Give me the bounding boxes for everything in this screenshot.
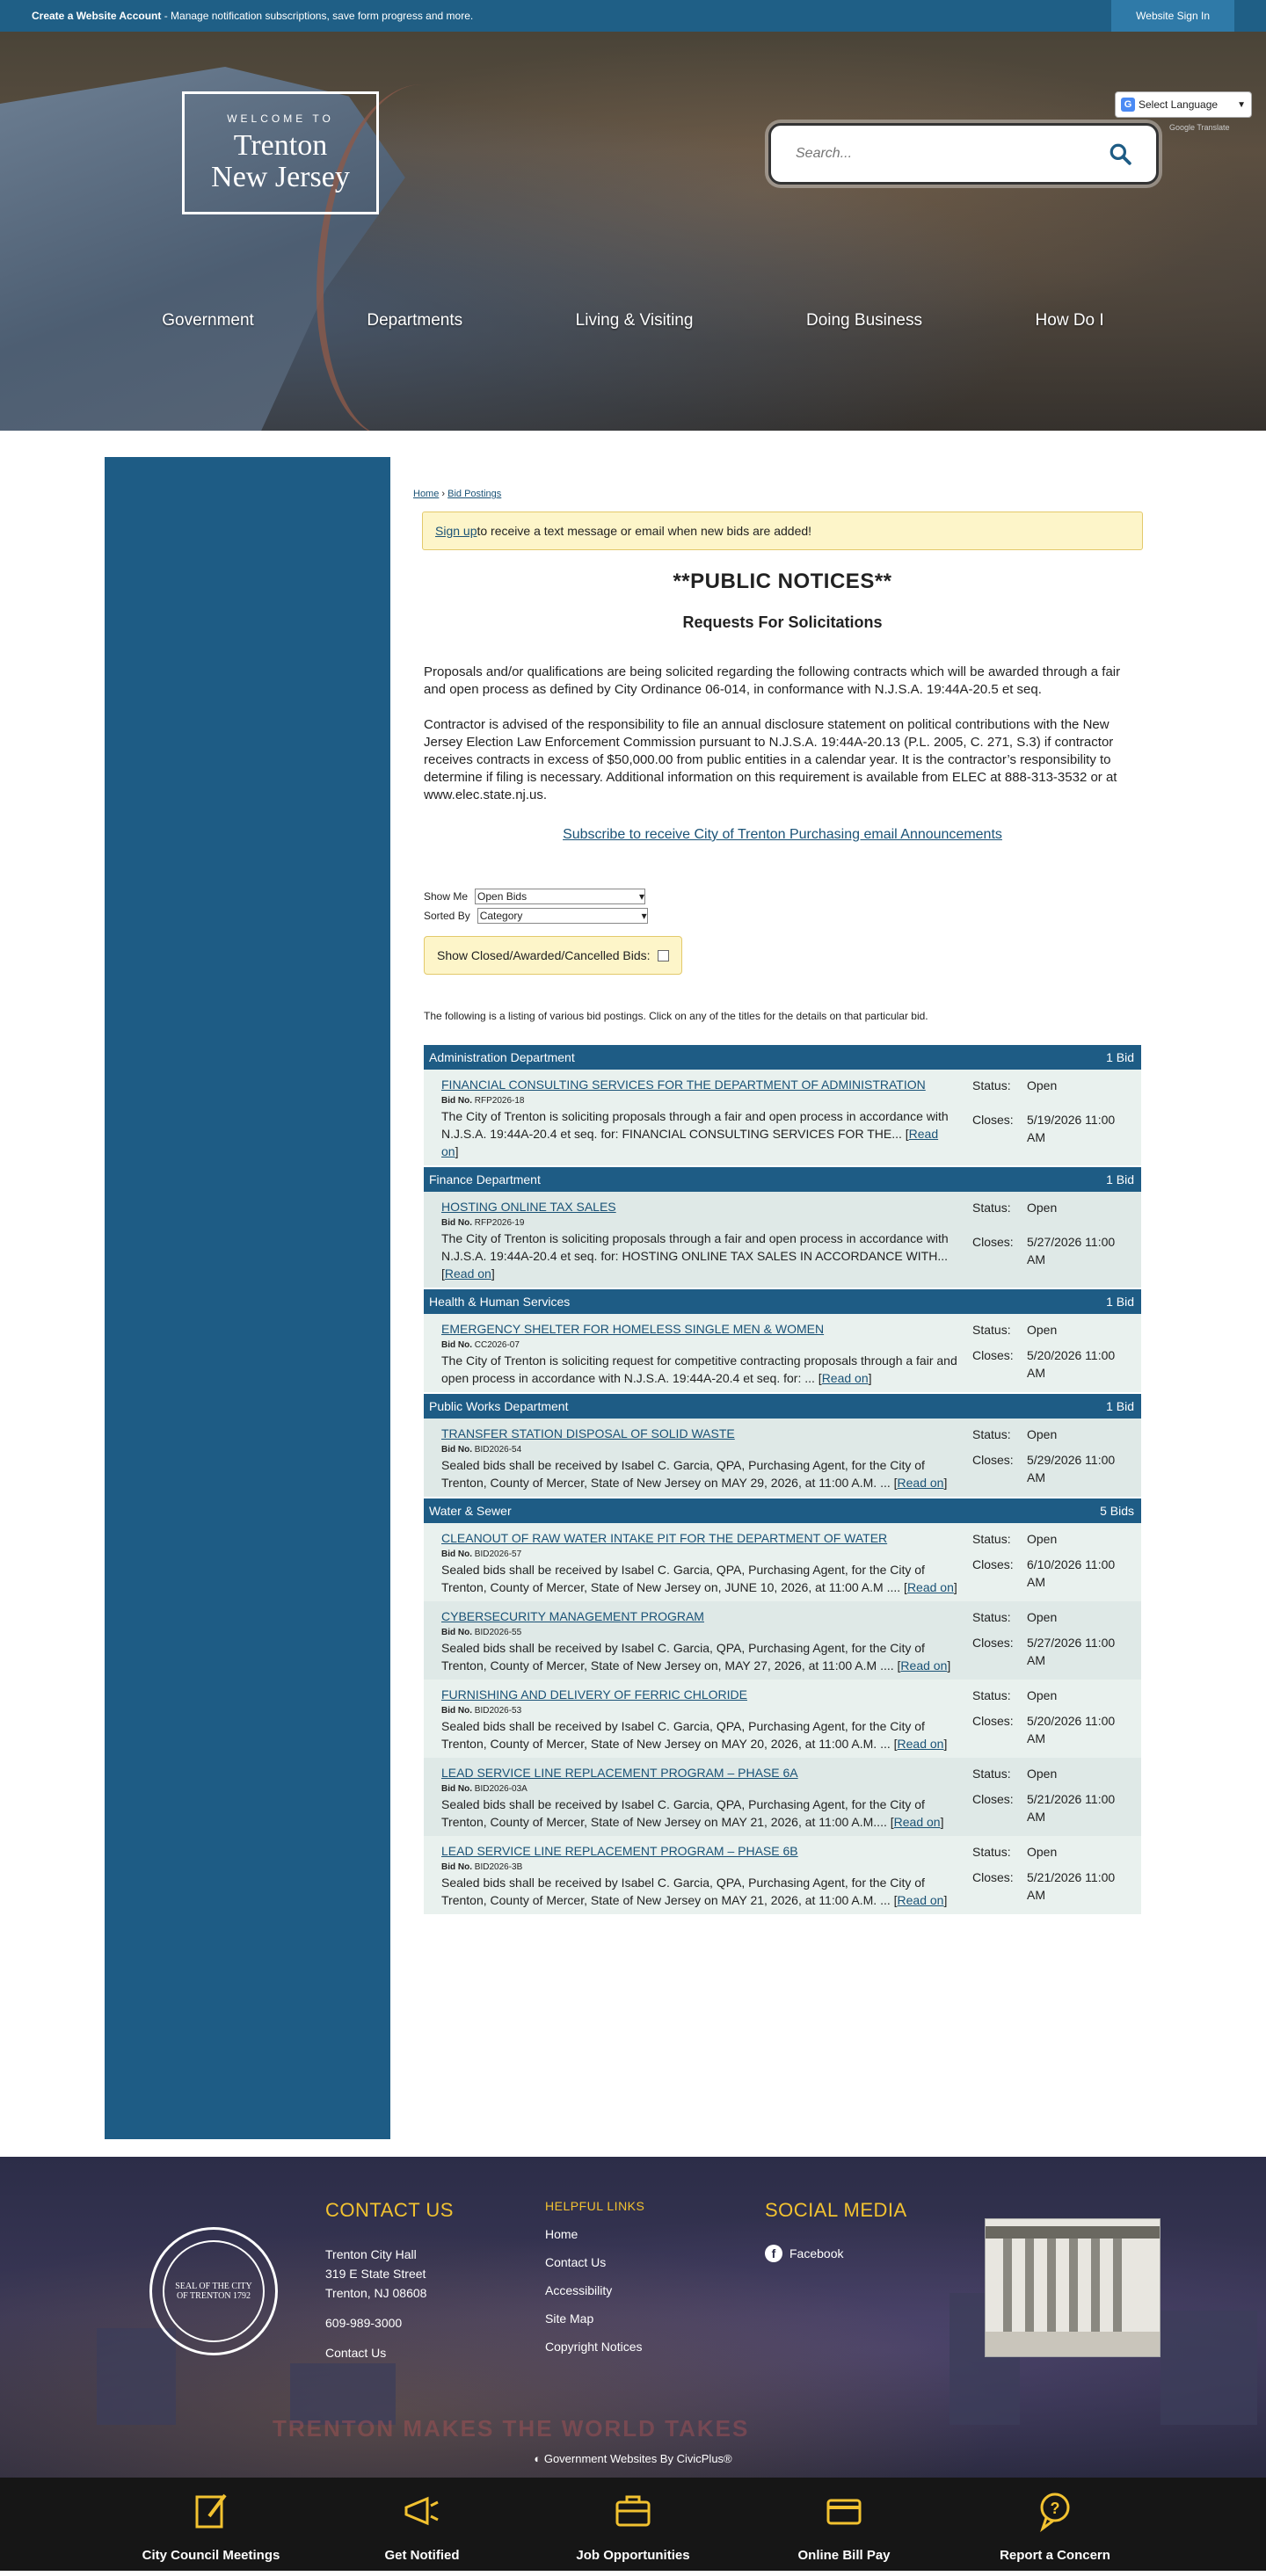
read-on-link[interactable]: Read on [821, 1371, 869, 1385]
bid-title-link[interactable]: TRANSFER STATION DISPOSAL OF SOLID WASTE [441, 1426, 735, 1440]
bid-title-link[interactable]: EMERGENCY SHELTER FOR HOMELESS SINGLE MEN & WOMEN [441, 1322, 825, 1336]
phone-number[interactable]: 609-989-3000 [325, 2316, 403, 2330]
closes-value: 5/20/2026 11:00 AM [1027, 1347, 1116, 1380]
bid-description: The City of Trenton is soliciting proposals through a fair and open process in accordance with N.J.S.A. 19:44A-20.4 et seq. for: HOSTING ONLINE TAX SALES IN ACCORDANCE WITH... [Read on] [441, 1231, 949, 1281]
status-label: Status: [972, 1688, 1011, 1702]
nav-departments[interactable]: Departments [367, 311, 463, 330]
main-nav [0, 311, 1266, 330]
breadcrumb: Home › Bid Postings [413, 489, 502, 499]
bid-description: The City of Trenton is soliciting request for competitive contracting proposals through a fair and open process in accordance with N.J.S.A. 19:44A-20.4 et seq. for: ... [Read on] [441, 1353, 957, 1385]
status-value: Open [1027, 1323, 1058, 1337]
google-icon: G [1121, 98, 1135, 112]
closes-value: 5/29/2026 11:00 AM [1027, 1452, 1116, 1484]
credit-card-icon [823, 2490, 865, 2532]
status-value: Open [1027, 1201, 1058, 1215]
chevron-down-icon: ▼ [1237, 99, 1246, 110]
status-label: Status: [972, 1078, 1011, 1092]
language-select[interactable]: G Select Language ▼ [1115, 91, 1252, 118]
skyline-building [1160, 2311, 1257, 2425]
bid-title-link[interactable]: FURNISHING AND DELIVERY OF FERRIC CHLORIDE [441, 1687, 747, 1702]
nav-doing-business[interactable]: Doing Business [805, 311, 922, 330]
status-value: Open [1027, 1610, 1058, 1624]
facebook-icon: f [765, 2245, 782, 2262]
read-on-link[interactable]: Read on [893, 1815, 941, 1829]
closes-label: Closes: [972, 1112, 1014, 1127]
city-hall-sketch [985, 2218, 1160, 2357]
edit-document-icon [190, 2490, 232, 2532]
bid-description: Sealed bids shall be received by Isabel C. Garcia, QPA, Purchasing Agent, for the City of Trenton, County of Mercer, State of New Jersey on MAY 21, 2026, at 11:00 A.M.... [Read on] [441, 1797, 944, 1829]
bid-title-link[interactable]: CYBERSECURITY MANAGEMENT PROGRAM [441, 1609, 704, 1623]
listing-note: The following is a listing of various bid postings. Click on any of the titles for the details on that particular bid. [424, 1010, 928, 1022]
status-label: Status: [972, 1610, 1011, 1624]
read-on-link[interactable]: Read on [900, 1658, 948, 1673]
bid-row [424, 1419, 1141, 1497]
address-line: Trenton City Hall [325, 2247, 417, 2261]
footer [0, 2157, 1266, 2478]
bid-description: Sealed bids shall be received by Isabel C. Garcia, QPA, Purchasing Agent, for the City of Trenton, County of Mercer, State of New Jersey on MAY 29, 2026, at 11:00 A.M. ... [Read on] [441, 1458, 948, 1490]
quick-links-bar [0, 2478, 1266, 2571]
category-header [424, 1167, 1141, 1192]
bid-row [424, 1758, 1141, 1836]
bid-title-link[interactable]: FINANCIAL CONSULTING SERVICES FOR THE DEPARTMENT OF ADMINISTRATION [441, 1078, 926, 1092]
filters [424, 887, 1141, 975]
status-value: Open [1027, 1845, 1058, 1859]
closes-label: Closes: [972, 1791, 1014, 1806]
nav-government[interactable]: Government [162, 311, 254, 330]
bid-title-link[interactable]: LEAD SERVICE LINE REPLACEMENT PROGRAM – PHASE 6B [441, 1844, 798, 1858]
bid-title-link[interactable]: LEAD SERVICE LINE REPLACEMENT PROGRAM – PHASE 6A [441, 1766, 798, 1780]
address-line: Trenton, NJ 08608 [325, 2286, 427, 2300]
google-translate-credit: Google Translate [1169, 123, 1230, 132]
bid-number: Bid No. BID2026-54 [441, 1445, 522, 1455]
footer-contact-link[interactable]: Contact Us [325, 2346, 387, 2360]
sidebar [105, 457, 390, 2139]
quick-link-bill-pay[interactable]: Online Bill Pay [756, 2478, 932, 2563]
closes-value: 5/20/2026 11:00 AM [1027, 1713, 1116, 1745]
search-icon[interactable] [1109, 142, 1131, 165]
read-on-link[interactable]: Read on [897, 1893, 944, 1907]
city-seal: SEAL OF THE CITY OF TRENTON 1792 [149, 2227, 278, 2355]
read-on-link[interactable]: Read on [906, 1580, 954, 1594]
category-name: Public Works Department [429, 1399, 569, 1413]
status-label: Status: [972, 1532, 1011, 1546]
breadcrumb-current[interactable]: Bid Postings [447, 489, 502, 499]
read-on-link[interactable]: Read on [897, 1476, 944, 1490]
svg-text:?: ? [1050, 2500, 1060, 2517]
category-count: 1 Bid [1106, 1399, 1134, 1413]
closes-label: Closes: [972, 1635, 1014, 1650]
top-bar [0, 0, 1266, 32]
show-me-label: Show Me [424, 890, 469, 903]
status-label: Status: [972, 1323, 1011, 1337]
contact-heading: CONTACT US [325, 2199, 454, 2221]
skyline-building [97, 2328, 176, 2425]
bid-row [424, 1680, 1141, 1758]
page-title: **PUBLIC NOTICES** [673, 570, 892, 593]
footer-social [765, 2199, 907, 2262]
hero-banner [0, 32, 1266, 431]
status-value: Open [1027, 1767, 1058, 1781]
category-header [424, 1289, 1141, 1314]
search-box [768, 123, 1159, 185]
trenton-makes-sign: TRENTON MAKES THE WORLD TAKES [273, 2415, 750, 2442]
read-on-link[interactable]: Read on [897, 1737, 944, 1751]
social-heading: SOCIAL MEDIA [765, 2199, 907, 2221]
nav-living-visiting[interactable]: Living & Visiting [575, 311, 694, 330]
closes-label: Closes: [972, 1234, 1014, 1249]
bid-title-link[interactable]: CLEANOUT OF RAW WATER INTAKE PIT FOR THE DEPARTMENT OF WATER [441, 1531, 888, 1545]
briefcase-icon [612, 2490, 654, 2532]
status-value: Open [1027, 1532, 1058, 1546]
footer-link-home[interactable]: Home [545, 2227, 578, 2241]
disclosure-paragraph: Contractor is advised of the responsibility to file an annual disclosure statement on political contributions with the New Jersey Election Law Enforcement Commission pursuant to N.J.S.A. 19:44A-20.13 (P.L. 2005, C. 271, S.3) if contractor receives contracts in excess of $50,000.00 from public entities in a calendar year. It is the contractor’s responsibility to determine if filing is necessary. Additional information on this requirement is available from ELEC at 888-313-3532 or at www.elec.state.nj.us. [424, 717, 1117, 802]
closes-value: 5/27/2026 11:00 AM [1027, 1635, 1116, 1667]
bid-row [424, 1192, 1141, 1288]
status-value: Open [1027, 1078, 1058, 1092]
category-header [424, 1045, 1141, 1070]
bid-number: Bid No. RFP2026-19 [441, 1218, 525, 1228]
status-label: Status: [972, 1427, 1011, 1441]
subscribe-link[interactable]: Subscribe to receive City of Trenton Purchasing email Announcements [563, 827, 1002, 842]
bid-description: Sealed bids shall be received by Isabel C. Garcia, QPA, Purchasing Agent, for the City of Trenton, County of Mercer, State of New Jersey on MAY 20, 2026, at 11:00 A.M. ... [Read on] [441, 1719, 948, 1751]
civicplus-credit[interactable]: ◐ Government Websites By CivicPlus® [534, 2452, 732, 2465]
bid-number: Bid No. BID2026-3B [441, 1862, 523, 1872]
chevron-down-icon: ▾ [641, 910, 647, 922]
quick-link-notified[interactable]: Get Notified [334, 2478, 510, 2563]
chevron-down-icon: ▾ [639, 890, 645, 903]
bid-row [424, 1836, 1141, 1914]
breadcrumb-home[interactable]: Home [413, 489, 440, 499]
civicplus-icon: ◐ [534, 2452, 544, 2465]
bid-list [424, 1045, 1141, 1914]
closes-label: Closes: [972, 1556, 1014, 1571]
question-bubble-icon [1034, 2490, 1076, 2532]
closes-label: Closes: [972, 1713, 1014, 1728]
footer-link-sitemap[interactable]: Site Map [545, 2311, 594, 2326]
bid-row [424, 1314, 1141, 1392]
bid-description: Sealed bids shall be received by Isabel C. Garcia, QPA, Purchasing Agent, for the City of Trenton, County of Mercer, State of New Jersey on, JUNE 10, 2026, at 11:00 A.M .... [Read on] [441, 1563, 957, 1594]
nav-how-do-i[interactable]: How Do I [1035, 311, 1104, 330]
address-line: 319 E State Street [325, 2267, 426, 2281]
category-count: 5 Bids [1100, 1504, 1134, 1518]
sign-in-button[interactable]: Website Sign In [1111, 0, 1234, 32]
status-label: Status: [972, 1845, 1011, 1859]
main-area [0, 431, 1266, 2157]
closes-value: 5/27/2026 11:00 AM [1027, 1234, 1116, 1266]
page-subtitle: Requests For Solicitations [682, 613, 883, 631]
status-value: Open [1027, 1688, 1058, 1702]
bid-row [424, 1523, 1141, 1601]
closes-label: Closes: [972, 1869, 1014, 1884]
read-on-link[interactable]: Read on [441, 1127, 939, 1158]
quick-link-council[interactable]: City Council Meetings [123, 2478, 299, 2563]
intro-paragraph: Proposals and/or qualifications are being solicited regarding the following contracts which will be awarded through a fair and open process as defined by City Ordinance 06-014, in conformance with N.J.S.A. 19:44A-20.5 et seq. [424, 664, 1121, 697]
logo-city: Trenton [233, 129, 328, 162]
footer-link-copyright[interactable]: Copyright Notices [545, 2340, 643, 2354]
status-label: Status: [972, 1767, 1011, 1781]
closes-value: 5/21/2026 11:00 AM [1027, 1869, 1116, 1902]
category-header [424, 1394, 1141, 1419]
show-me-select[interactable]: Open Bids ▾ [475, 889, 645, 904]
megaphone-icon [401, 2490, 443, 2532]
read-on-link[interactable]: Read on [444, 1266, 491, 1281]
closed-bids-checkbox[interactable] [658, 950, 669, 961]
category-name: Finance Department [429, 1172, 541, 1186]
bid-row [424, 1070, 1141, 1165]
bid-description: The City of Trenton is soliciting proposals through a fair and open process in accordance with N.J.S.A. 19:44A-20.4 et seq. for: FINANCIAL CONSULTING SERVICES FOR THE... [Read on] [441, 1109, 949, 1158]
bid-number: Bid No. BID2026-03A [441, 1784, 528, 1794]
bid-row [424, 1601, 1141, 1680]
bid-number: Bid No. BID2026-57 [441, 1549, 522, 1559]
status-value: Open [1027, 1427, 1058, 1441]
sorted-by-select[interactable]: Category ▾ [477, 908, 648, 924]
signup-link[interactable]: Sign up [435, 524, 477, 538]
footer-contact [325, 2199, 454, 2362]
search-input[interactable] [796, 146, 1109, 162]
bid-number: Bid No. RFP2026-18 [441, 1096, 525, 1106]
facebook-link[interactable]: f Facebook [765, 2245, 907, 2262]
category-count: 1 Bid [1106, 1172, 1134, 1186]
category-header [424, 1498, 1141, 1523]
content [413, 457, 1152, 1914]
closes-value: 6/10/2026 11:00 AM [1027, 1556, 1116, 1589]
quick-link-jobs[interactable]: Job Opportunities [545, 2478, 721, 2563]
closed-bids-toggle: Show Closed/Awarded/Cancelled Bids: [424, 936, 682, 975]
signup-alert: Sign up to receive a text message or email when new bids are added! [422, 512, 1143, 550]
logo-welcome: WELCOME TO [227, 112, 334, 125]
bid-description: Sealed bids shall be received by Isabel C. Garcia, QPA, Purchasing Agent, for the City of Trenton, County of Mercer, State of New Jersey on MAY 21, 2026, at 11:00 A.M. ... [Read on] [441, 1876, 948, 1907]
closes-label: Closes: [972, 1452, 1014, 1467]
category-name: Water & Sewer [429, 1504, 512, 1518]
closes-label: Closes: [972, 1347, 1014, 1362]
closes-value: 5/19/2026 11:00 AM [1027, 1112, 1116, 1144]
status-label: Status: [972, 1201, 1011, 1215]
bid-number: Bid No. CC2026-07 [441, 1340, 520, 1350]
category-count: 1 Bid [1106, 1050, 1134, 1064]
bid-description: Sealed bids shall be received by Isabel C. Garcia, QPA, Purchasing Agent, for the City of Trenton, County of Mercer, State of New Jersey on, MAY 27, 2026, at 11:00 A.M .... [Read on] [441, 1641, 951, 1673]
account-promo[interactable]: Create a Website Account - Manage notification subscriptions, save form progress and more. [32, 10, 474, 22]
bid-number: Bid No. BID2026-55 [441, 1628, 522, 1637]
site-logo[interactable] [182, 91, 379, 214]
closes-value: 5/21/2026 11:00 AM [1027, 1791, 1116, 1824]
footer-link-contact[interactable]: Contact Us [545, 2255, 607, 2269]
sorted-by-label: Sorted By [424, 910, 470, 922]
bid-number: Bid No. BID2026-53 [441, 1706, 522, 1716]
bid-title-link[interactable]: HOSTING ONLINE TAX SALES [441, 1200, 616, 1214]
footer-link-accessibility[interactable]: Accessibility [545, 2283, 613, 2297]
quick-link-report[interactable]: ? Report a Concern [967, 2478, 1143, 2563]
helpful-links-heading: HELPFUL LINKS [545, 2199, 645, 2213]
category-name: Administration Department [429, 1050, 575, 1064]
footer-helpful-links [545, 2199, 644, 2368]
logo-state: New Jersey [211, 161, 350, 193]
category-count: 1 Bid [1106, 1295, 1134, 1309]
category-name: Health & Human Services [429, 1295, 571, 1309]
